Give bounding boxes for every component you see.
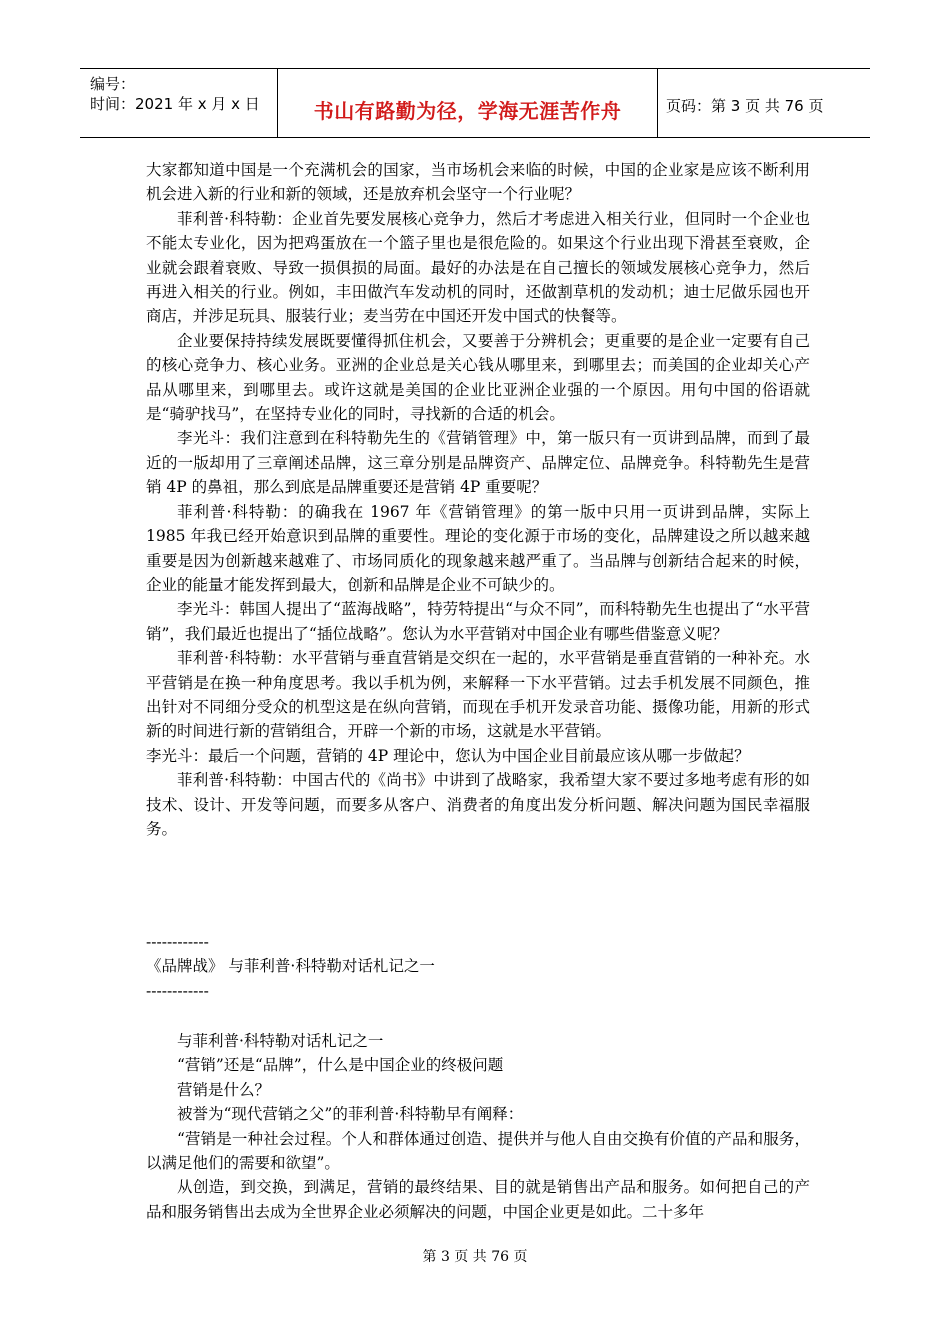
paragraph-8: 李光斗：最后一个问题，营销的 4P 理论中，您认为中国企业目前最应该从哪一步做起？: [146, 746, 750, 765]
section-title: 《品牌战》 与菲利普·科特勒对话札记之一: [146, 957, 435, 976]
section-text: [146, 1029, 810, 1224]
paragraph-2: 菲利普·科特勒：企业首先要发展核心竞争力，然后才考虑进入相关行业，但同时一个企业也不能太专业化，因为把鸡蛋放在一个篮子里也是很危险的。如果这个行业出现下滑甚至衰败，企业就会跟着衰败、导致一损俱损的局面。最好的办法是在自己擅长的领域发展核心竞争力，然后再进入相关的行业。例如，丰田做汽车发动机的同时，还做割草机的发动机；迪士尼做乐园也开商店，并涉足玩具、服装行业；麦当劳在中国还开发中国式的快餐等。: [146, 209, 810, 326]
main-text: [146, 158, 810, 841]
section-paragraph-3: 营销是什么？: [177, 1080, 271, 1099]
header-center-cell: [278, 69, 658, 137]
paragraph-1: 大家都知道中国是一个充满机会的国家，当市场机会来临的时候，中国的企业家是应该不断利用机会进入新的行业和新的领域，还是放弃机会坚守一个行业呢？: [146, 161, 810, 204]
section-paragraph-1: 与菲利普·科特勒对话札记之一: [177, 1032, 384, 1050]
paragraph-6: 李光斗：韩国人提出了“蓝海战略”，特劳特提出“与众不同”，而科特勒先生也提出了“水平营销”，我们最近也提出了“插位战略”。您认为水平营销对中国企业有哪些借鉴意义呢？: [146, 600, 810, 643]
header-right-cell: [658, 69, 870, 137]
section-paragraph-4: 被誉为“现代营销之父”的菲利普·科特勒早有阐释：: [177, 1105, 524, 1124]
page-header: [80, 68, 870, 138]
paragraph-9: 菲利普·科特勒：中国古代的《尚书》中讲到了战略家，我希望大家不要过多地考虑有形的如技术、设计、开发等问题，而要多从客户、消费者的角度出发分析问题、解决问题为国民幸福服务。: [146, 771, 810, 838]
paragraph-3: 企业要保持持续发展既要懂得抓住机会，又要善于分辨机会；更重要的是企业一定要有自己的核心竞争力、核心业务。亚洲的企业总是关心钱从哪里来，到哪里去；而美国的企业却关心产品从哪里来，到哪里去。或许这就是美国的企业比亚洲企业强的一个原因。用句中国的俗语就是“骑驴找马”，在坚持专业化的同时，寻找新的合适的机会。: [146, 331, 810, 424]
header-motto: 书山有路勤为径，学海无涯苦作舟: [313, 99, 622, 123]
section-paragraph-6: 从创造，到交换，到满足，营销的最终结果、目的就是销售出产品和服务。如何把自己的产品和服务销售出去成为全世界企业必须解决的问题，中国企业更是如此。二十多年: [146, 1178, 810, 1221]
paragraph-5: 菲利普·科特勒：的确我在 1967 年《营销管理》的第一版中只用一页讲到品牌，实际上 1985 年我已经开始意识到品牌的重要性。理论的变化源于市场的变化，品牌建设之所以越来越重要是因为创新越来越难了、市场同质化的现象越来越严重了。当品牌与创新结合起来的时候，企业的能量才能发挥到最大，创新和品牌是企业不可缺少的。: [146, 502, 810, 594]
paragraph-7: 菲利普·科特勒：水平营销与垂直营销是交织在一起的，水平营销是垂直营销的一种补充。水平营销是在换一种角度思考。我以手机为例，来解释一下水平营销。过去手机发展不同颜色，推出针对不同细分受众的机型这是在纵向营销，而现在手机开发录音功能、摄像功能，用新的形式新的时间进行新的营销组合，开辟一个新的市场，这就是水平营销。: [146, 649, 810, 741]
page-footer: 第 3 页 共 76 页: [422, 1249, 528, 1265]
section-paragraph-5: “营销是一种社会过程。个人和群体通过创造、提供并与他人自由交换有价值的产品和服务，以满足他们的需要和欲望”。: [146, 1129, 810, 1173]
paragraph-4: 李光斗：我们注意到在科特勒先生的《营销管理》中，第一版只有一页讲到品牌，而到了最近的一版却用了三章阐述品牌，这三章分别是品牌资产、品牌定位、品牌竞争。科特勒先生是营销 4P 的鼻祖，那么到底是品牌重要还是营销 4P 重要呢？: [146, 429, 810, 497]
section-paragraph-2: “营销”还是“品牌”，什么是中国企业的终极问题: [177, 1056, 504, 1075]
separator-bottom: ------------: [146, 981, 209, 1000]
header-page-info: 页码：第 3 页 共 76 页: [666, 97, 824, 115]
header-left-cell: [80, 69, 278, 137]
separator-top: ------------: [146, 933, 209, 951]
section-heading-block: [146, 930, 810, 1003]
header-number-label: 编号：: [90, 75, 136, 93]
header-date: 时间：2021 年 x 月 x 日: [90, 95, 260, 113]
